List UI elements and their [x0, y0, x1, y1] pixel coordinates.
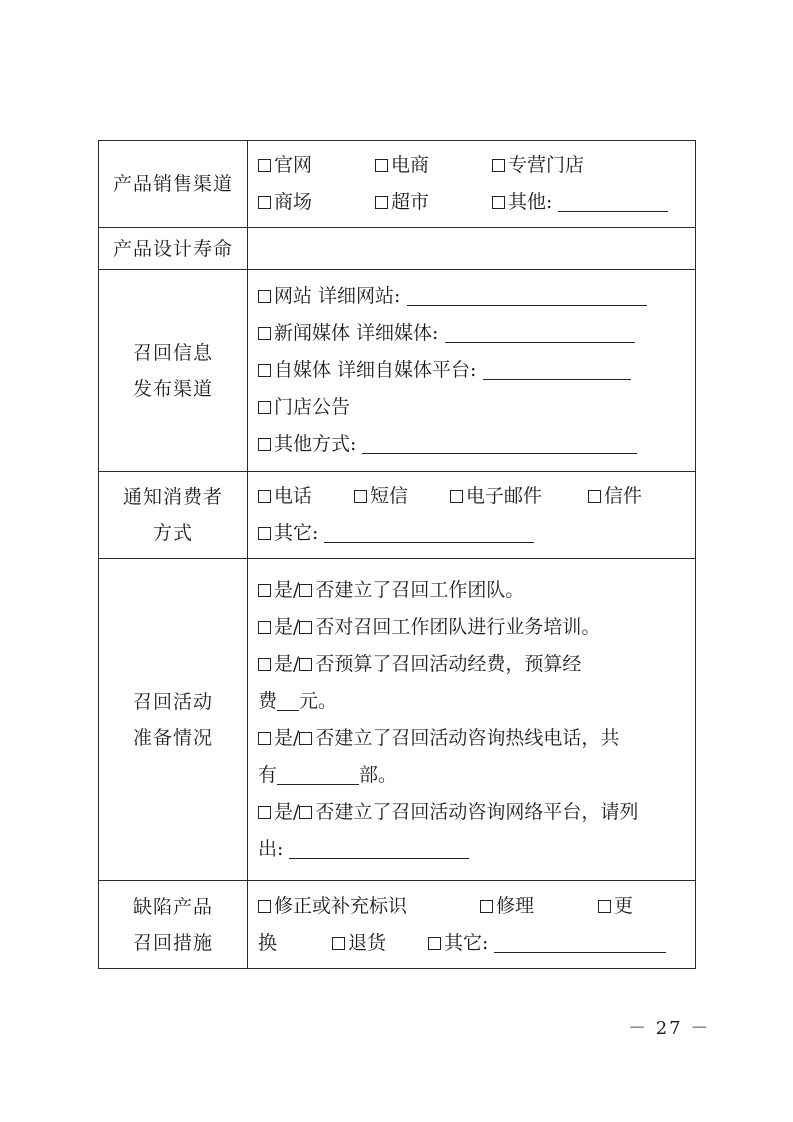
preparation-items: [248, 559, 696, 881]
checkbox[interactable]: [258, 159, 271, 172]
checkbox[interactable]: [258, 364, 271, 377]
hotline-count-blank[interactable]: [277, 762, 359, 785]
prep-hotline-cont: 有 部。: [258, 763, 398, 786]
other-method-blank[interactable]: [362, 431, 637, 454]
checkbox-yes[interactable]: [258, 584, 271, 597]
checkbox-yes[interactable]: [258, 732, 271, 745]
checkbox[interactable]: [258, 527, 271, 540]
notify-options: [248, 472, 696, 559]
other-notify-blank[interactable]: [324, 520, 534, 543]
page-number: － 27 －: [628, 1018, 711, 1039]
option-sms[interactable]: 短信: [354, 478, 450, 515]
checkbox-yes[interactable]: [258, 658, 271, 671]
news-media-blank[interactable]: [445, 320, 635, 343]
option-letter[interactable]: 信件: [588, 478, 642, 515]
other-channel-blank[interactable]: [558, 189, 668, 212]
checkbox-no[interactable]: [299, 584, 312, 597]
checkbox[interactable]: [588, 490, 601, 503]
checkbox[interactable]: [375, 196, 388, 209]
checkbox[interactable]: [258, 438, 271, 451]
website-blank[interactable]: [407, 283, 647, 306]
label-preparation: 召回活动 准备情况: [99, 559, 248, 881]
label-recall-info: 召回信息 发布渠道: [99, 270, 248, 472]
row-sales-channel: [99, 141, 696, 228]
row-design-life: [99, 228, 696, 270]
option-other-method[interactable]: 其他方式:: [258, 426, 695, 463]
checkbox-no[interactable]: [299, 806, 312, 819]
checkbox[interactable]: [258, 290, 271, 303]
option-email[interactable]: 电子邮件: [450, 478, 588, 515]
row-notify: [99, 472, 696, 559]
option-phone[interactable]: 电话: [258, 478, 354, 515]
checkbox[interactable]: [450, 490, 463, 503]
row-measures: [99, 881, 696, 969]
option-replace-cont: 换: [258, 931, 278, 954]
measures-options: [248, 881, 696, 969]
option-mall[interactable]: 商场: [258, 184, 375, 221]
prep-training: 是/ 否对召回工作团队进行业务培训。: [258, 609, 695, 646]
checkbox[interactable]: [258, 900, 271, 913]
label-design-life: 产品设计寿命: [99, 228, 248, 270]
platform-blank[interactable]: [289, 836, 469, 859]
prep-platform: 是/ 否建立了召回活动咨询网络平台，请列: [258, 794, 695, 831]
checkbox-no[interactable]: [299, 732, 312, 745]
checkbox-yes[interactable]: [258, 806, 271, 819]
option-store-notice[interactable]: 门店公告: [258, 389, 695, 426]
self-media-blank[interactable]: [483, 357, 631, 380]
other-measure-blank[interactable]: [494, 930, 666, 953]
option-ecommerce[interactable]: 电商: [375, 147, 492, 184]
option-website[interactable]: 网站 详细网站:: [258, 278, 695, 315]
design-life-field[interactable]: [248, 228, 696, 270]
checkbox[interactable]: [332, 937, 345, 950]
recall-info-options: [248, 270, 696, 472]
checkbox-no[interactable]: [299, 621, 312, 634]
checkbox[interactable]: [428, 937, 441, 950]
label-sales-channel: 产品销售渠道: [99, 141, 248, 228]
option-other[interactable]: 其他:: [492, 184, 552, 221]
checkbox[interactable]: [598, 900, 611, 913]
checkbox[interactable]: [258, 196, 271, 209]
checkbox[interactable]: [258, 490, 271, 503]
label-measures: 缺陷产品 召回措施: [99, 881, 248, 969]
checkbox[interactable]: [480, 900, 493, 913]
prep-budget-cont: 费 元。: [258, 689, 338, 712]
checkbox-no[interactable]: [299, 658, 312, 671]
option-news-media[interactable]: 新闻媒体 详细媒体:: [258, 315, 695, 352]
option-other-measure[interactable]: 其它:: [428, 925, 488, 962]
checkbox[interactable]: [258, 401, 271, 414]
checkbox[interactable]: [492, 196, 505, 209]
checkbox[interactable]: [354, 490, 367, 503]
option-supermarket[interactable]: 超市: [375, 184, 492, 221]
checkbox-yes[interactable]: [258, 621, 271, 634]
row-preparation: [99, 559, 696, 881]
prep-budget: 是/ 否预算了召回活动经费，预算经: [258, 646, 695, 683]
option-replace[interactable]: 更: [598, 888, 633, 925]
option-self-media[interactable]: 自媒体 详细自媒体平台:: [258, 352, 695, 389]
checkbox[interactable]: [258, 327, 271, 340]
option-exclusive-store[interactable]: 专营门店: [492, 147, 584, 184]
option-label-fix[interactable]: 修正或补充标识: [258, 888, 480, 925]
prep-team: 是/ 否建立了召回工作团队。: [258, 572, 695, 609]
checkbox[interactable]: [375, 159, 388, 172]
option-other-notify[interactable]: 其它:: [258, 515, 695, 552]
checkbox[interactable]: [492, 159, 505, 172]
option-official-site[interactable]: 官网: [258, 147, 375, 184]
prep-platform-cont: 出:: [258, 831, 695, 868]
recall-form-table: [98, 140, 696, 969]
row-recall-info: [99, 270, 696, 472]
prep-hotline: 是/ 否建立了召回活动咨询热线电话，共: [258, 720, 695, 757]
option-return[interactable]: 退货: [332, 925, 428, 962]
option-repair[interactable]: 修理: [480, 888, 598, 925]
sales-channel-options: [248, 141, 696, 228]
label-notify: 通知消费者 方式: [99, 472, 248, 559]
budget-blank[interactable]: [277, 688, 299, 711]
